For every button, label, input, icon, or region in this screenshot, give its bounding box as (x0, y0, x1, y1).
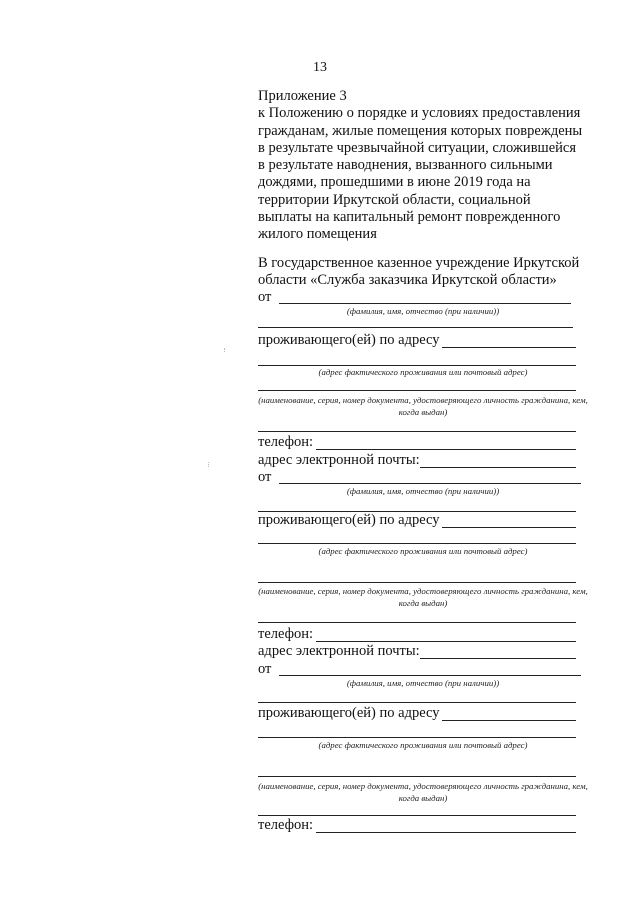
address-field[interactable] (442, 347, 576, 348)
residing-label: проживающего(ей) по адресу (258, 332, 440, 348)
phone-label: телефон: (258, 434, 314, 450)
phone-label: телефон: (258, 626, 314, 642)
scan-mark (224, 348, 225, 352)
appendix-line: территории Иркутской области, социальной (258, 191, 531, 208)
name-field[interactable] (279, 483, 581, 484)
name-continuation-field[interactable] (258, 327, 573, 328)
document-hint: (наименование, серия, номер документа, удостоверяющего личность гражданина, кем, когда выдан) (258, 781, 588, 803)
phone-field[interactable] (316, 641, 576, 642)
address-continuation-field[interactable] (258, 737, 576, 738)
document-hint: (наименование, серия, номер документа, удостоверяющего личность гражданина, кем, когда выдан) (258, 395, 588, 417)
document-field[interactable] (258, 776, 576, 777)
appendix-line: в результате наводнения, вызванного сильными (258, 157, 553, 174)
document-field[interactable] (258, 390, 576, 391)
name-hint: (фамилия, имя, отчество (при наличии)) (346, 306, 500, 316)
document-continuation-field[interactable] (258, 431, 576, 432)
email-field[interactable] (420, 467, 576, 468)
appendix-line: гражданам, жилые помещения которых повреждены (258, 122, 583, 139)
phone-field[interactable] (316, 832, 576, 833)
page-number: 13 (313, 60, 327, 75)
address-hint: (адрес фактического проживания или почтовый адрес) (318, 367, 528, 377)
address-hint: (адрес фактического проживания или почтовый адрес) (318, 546, 528, 556)
from-label: от (258, 661, 272, 677)
email-field[interactable] (420, 658, 576, 659)
scan-mark (208, 462, 209, 467)
phone-label: телефон: (258, 817, 314, 833)
address-field[interactable] (442, 527, 576, 528)
email-label: адрес электронной почты: (258, 452, 420, 468)
from-label: от (258, 469, 272, 485)
from-label: от (258, 289, 272, 305)
document-continuation-field[interactable] (258, 622, 576, 623)
address-hint: (адрес фактического проживания или почтовый адрес) (318, 740, 528, 750)
appendix-line: жилого помещения (258, 226, 377, 243)
appendix-title: Приложение 3 (258, 88, 347, 104)
document-field[interactable] (258, 582, 576, 583)
email-label: адрес электронной почты: (258, 643, 420, 659)
name-hint: (фамилия, имя, отчество (при наличии)) (346, 486, 500, 496)
recipient-line: области «Служба заказчика Иркутской области» (258, 272, 557, 289)
appendix-line: к Положению о порядке и условиях предоставления (258, 105, 581, 122)
name-field[interactable] (279, 675, 581, 676)
recipient-line: В государственное казенное учреждение Иркутской (258, 255, 580, 271)
name-field[interactable] (279, 303, 571, 304)
recipient-block (258, 255, 588, 290)
residing-label: проживающего(ей) по адресу (258, 512, 440, 528)
name-hint: (фамилия, имя, отчество (при наличии)) (346, 678, 500, 688)
address-field[interactable] (442, 720, 576, 721)
document-continuation-field[interactable] (258, 815, 576, 816)
name-continuation-field[interactable] (258, 702, 576, 703)
document-hint: (наименование, серия, номер документа, удостоверяющего личность гражданина, кем, когда выдан) (258, 586, 588, 608)
appendix-header (258, 88, 588, 244)
appendix-line: выплаты на капитальный ремонт поврежденного (258, 209, 561, 226)
phone-field[interactable] (316, 449, 576, 450)
appendix-line: в результате чрезвычайной ситуации, сложившейся (258, 139, 577, 156)
residing-label: проживающего(ей) по адресу (258, 705, 440, 721)
appendix-line: дождями, прошедшими в июне 2019 года на (258, 174, 531, 191)
address-continuation-field[interactable] (258, 543, 576, 544)
